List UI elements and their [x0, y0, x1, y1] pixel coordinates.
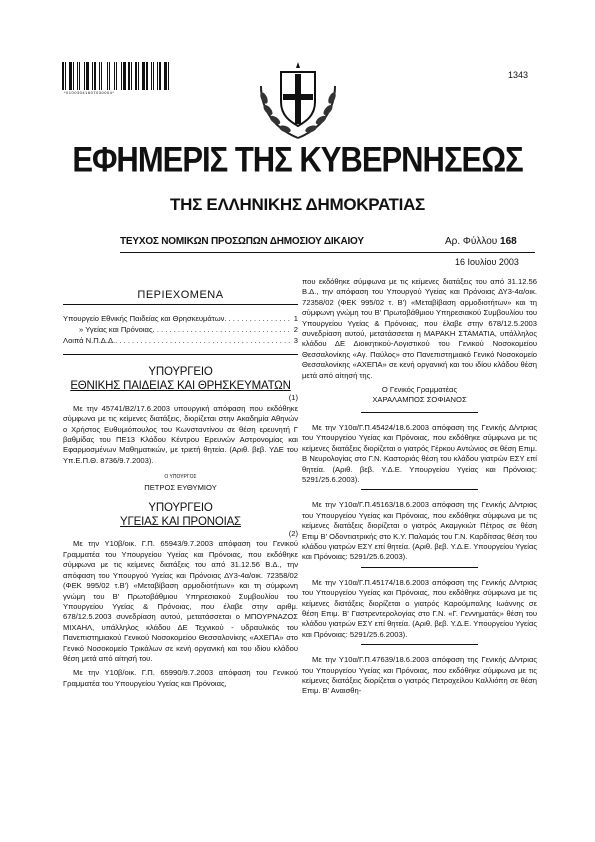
- issue-number: [445, 236, 517, 247]
- decision-text: Με την Υ10α/Γ.Π.45163/18.6.2003 απόφαση της Γενικής Δ/ντριας του Υπουργείου Υγείας και Πρόνοιας, που εκδόθηκε σύμφωνα με τις κείμενες διατάξεις διορίζεται ο γιατρός Ακαμγκιώτ Πέτρος σε θέση Επιμ Β' Οδοντιατρικής στο Κ.Υ. Παλαμάς του Γ.Ν. Καρδίτσας θέση του κλάδου γιατρών ΕΣΥ επί θητεία. (Αριθ. βεβ. Υ.Δ.Ε. Υπουργείου Υγείας και Πρόνοιας: 5291/25.6.2003).: [302, 500, 537, 562]
- signature-name: ΧΑΡΑΛΑΜΠΟΣ ΣΟΦΙΑΝΟΣ: [372, 395, 467, 405]
- toc-rule: [63, 304, 298, 305]
- section-divider: [361, 567, 479, 568]
- right-column: [302, 277, 537, 701]
- issue-label: Αρ. Φύλλου: [445, 236, 498, 247]
- section-divider: [361, 489, 479, 490]
- masthead-subtitle: ΤΗΣ ΕΛΛΗΝΙΚΗΣ ΔΗΜΟΚΡΑΤΙΑΣ: [170, 195, 425, 214]
- toc-heading: ΠΕΡΙΕΧΟΜΕΝΑ: [137, 289, 224, 301]
- toc-entry: Υπουργείο Εθνικής Παιδείας και Θρησκευμάτων . . . 1: [63, 313, 298, 324]
- ministry-title: ΥΠΟΥΡΓΕΙΟ: [148, 502, 213, 515]
- header-rule: [120, 252, 535, 253]
- page-number: 1343: [508, 70, 529, 80]
- signature-name: ΠΕΤΡΟΣ ΕΥΘΥΜΙΟΥ: [144, 482, 217, 492]
- decision-number: (2): [288, 529, 298, 539]
- toc-entry: Λοιπά Ν.Π.Δ.Δ. . . . 3: [63, 335, 298, 346]
- barcode-text: *01003041607030004*: [64, 90, 115, 95]
- decision-text: Με την Υ10β/οικ. Γ.Π. 65943/9.7.2003 απόφαση του Γενικού Γραμματέα του Υπουργείου Υγείας και Πρόνοιας, που εκδόθηκε σύμφωνα με τις κείμενες διατάξεις του από 31.12.56 Β.Δ., την απόφαση του Υπουργού Υγείας και Πρόνοιας ΔΥ3-4α/οικ. 72358/02 (ΦΕΚ 995/02 τ.Β') «Μεταβίβαση αρμοδιοτήτων» και τη σύμφωνη γνώμη του Β' Πρωτοβάθμιου Υπηρεσιακού Συμβουλίου του Υπουργείου Υγείας & Πρόνοιας, που έλαβε στην αριθμ. 678/12.5.2003 συνεδρίαση αυτού, μετατάσσεται ο ΜΠΟΥΡΝΑΖΟΣ ΜΙΧΑΗΛ, υπάλληλος κλάδου ΔΕ Τεχνικού - υδραυλικός του Πανεπιστημιακού Γενικού Νοσοκομείου Θεσσαλονίκης «ΑΧΕΠΑ» στο Γενικό Νοσοκομείο Τρικάλων σε κενή οργανική και του ιδίου κλάδου θέση μετά από αίτησή του.: [63, 539, 298, 663]
- ministry-title: ΥΠΟΥΡΓΕΙΟ: [148, 366, 213, 379]
- decision-text-continued: που εκδόθηκε σύμφωνα με τις κείμενες διατάξεις του από 31.12.56 Β.Δ., την απόφαση του Υπουργού Υγείας και Πρόνοιας ΔΥ3-4α/οικ. 72358/02 (ΦΕΚ 995/02 τ. Β') «Μεταβίβαση αρμοδιοτήτων» και τη σύμφωνη γνώμη του Β' Πρωτοβάθμιου Υπηρεσιακού Συμβουλίου του Υπουργείου Υγείας & Πρόνοιας, που έλαβε στην 678/12.5.2003 συνεδρίαση αυτού, μετατάσσεται η ΜΑΡΑΚΗ ΣΤΑΜΑΤΙΑ, υπάλληλος κλάδου ΔΕ Διοικητικού-Λογιστικού του Γενικού Νοσοκομείου Θεσσαλονίκης «Αγ. Παύλος» στο Πανεπιστημιακό Γενικό Νοσοκομείο Θεσσαλονίκης «ΑΧΕΠΑ» σε κενή οργανική και του ιδίου κλάδου θέση μετά από αίτησή της.: [302, 277, 537, 380]
- left-column: [63, 290, 298, 693]
- section-divider: [361, 412, 479, 413]
- barcode: [62, 62, 170, 90]
- masthead-title: ΕΦΗΜΕΡΙΣ ΤΗΣ ΚΥΒΕΡΝΗΣΕΩΣ: [72, 139, 523, 180]
- decision-text: Με την Υ10β/οικ. Γ.Π. 65990/9.7.2003 απόφαση του Γενικού Γραμματέα του Υπουργείου Υγείας και Πρόνοιας,: [63, 668, 298, 688]
- decision-text: Με την Υ10α/Γ.Π.45424/18.6.2003 απόφαση της Γενικής Δ/ντριας του Υπουργείου Υγείας και Πρόνοιας, που εκδόθηκε σύμφωνα με τις κείμενες διατάξεις διορίζεται ο γιατρός Γέρκου Αντώνιος σε θέση Επιμ. Β Νευρολογίας στο Γ.Ν. Καστοριάς θέση του κλάδου γιατρών ΕΣΥ επί θητεία. (Αριθ. βεβ. Υ.Δ.Ε. Υπουργείου Υγείας και Πρόνοιας: 5291/25.6.2003).: [302, 422, 537, 484]
- ministry-name: ΕΘΝΙΚΗΣ ΠΑΙΔΕΙΑΣ ΚΑΙ ΘΡΗΣΚΕΥΜΑΤΩΝ: [70, 380, 291, 393]
- section-divider: [63, 354, 298, 355]
- toc-entry: » Υγείας και Πρόνοιας . . . 2: [63, 324, 298, 335]
- decision-text: Με την 45741/Β2/17.6.2003 υπουργική απόφαση που εκδόθηκε σύμφωνα με τις κείμενες διατάξεις, διορίζεται στην Ακαδημία Αθηνών ο Χρήστος Ευθυμιόπουλος του Κωνσταντίνου σε θέση ερευνητή Γ βαθμίδας του ΠΕ13 Κλάδου Κέντρου Ερευνών Αστρονομίας και Εφαρμοσμένων Μαθηματικών, με τριετή θητεία. (Αριθ. βεβ. ΥΔΕ του Υπ.Ε.Π.Θ. 8736/9.7.2003).: [63, 403, 298, 465]
- ministry-name: ΥΓΕΙΑΣ ΚΑΙ ΠΡΟΝΟΙΑΣ: [120, 516, 241, 529]
- decision-text: Με την Υ10α/Γ.Π.47639/18.6.2003 απόφαση της Γενικής Δ/ντριας του Υπουργείου Υγείας και Πρόνοιας, που εκδόθηκε σύμφωνα με τις κείμενες διατάξεις διορίζεται ο γιατρός Πετροχείλου Καλλιόπη σε θέση Επιμ. Β' Αναισθη-: [302, 655, 537, 696]
- series-title: ΤΕΥΧΟΣ ΝΟΜΙΚΩΝ ΠΡΟΣΩΠΩΝ ΔΗΜΟΣΙΟΥ ΔΙΚΑΙΟΥ: [120, 236, 364, 247]
- signature-title: Ο Γενικός Γραμματέας: [381, 385, 458, 395]
- issue-date: 16 Ιουλίου 2003: [455, 257, 519, 267]
- coat-of-arms-emblem: [253, 58, 343, 140]
- decision-text: Με την Υ10α/Γ.Π.45174/18.6.2003 απόφαση της Γενικής Δ/ντριας του Υπουργείου Υγείας και Πρόνοιας, που εκδόθηκε σύμφωνα με τις κείμενες διατάξεις διορίζεται ο γιατρός Καρούμπαλης Ιωάννης σε θέση Επιμ. Β' Γαστρεντερολογίας στο Γ.Ν. «Γ. Γεννηματάς» θέση του κλάδου γιατρών ΕΣΥ επί θητεία. (Αριθ. βεβ. Υ.Δ.Ε. Υπουργείου Υγείας και Πρόνοιας: 5291/25.6.2003).: [302, 577, 537, 639]
- section-divider: [361, 644, 479, 645]
- decision-number: (1): [288, 393, 298, 403]
- issue-number-value: 168: [500, 236, 517, 247]
- signature-title: Ο ΥΠΟΥΡΓΟΣ: [164, 474, 197, 481]
